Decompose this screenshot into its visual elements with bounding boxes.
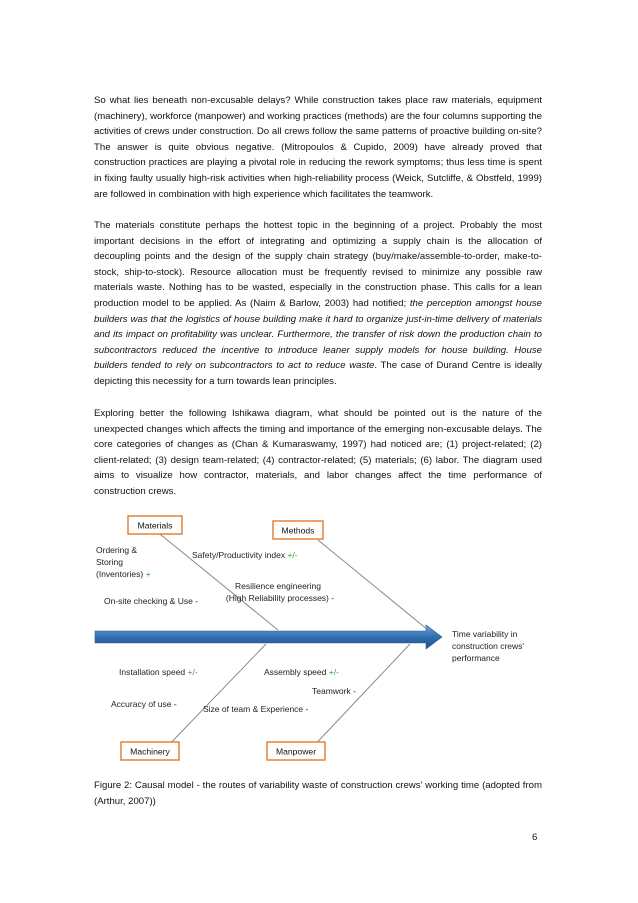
machinery-label: Machinery	[130, 746, 170, 757]
cause-resilience-line1: Resilience engineering	[234, 581, 322, 591]
bone-methods	[318, 540, 428, 630]
cause-ordering-line2: Storing	[96, 557, 123, 567]
cause-teamwork: Teamwork -	[312, 686, 356, 696]
cause-ordering-line1: Ordering &	[96, 545, 138, 555]
bone-materials	[150, 526, 278, 630]
paragraph-3: Exploring better the following Ishikawa diagram, what should be pointed out is the nature of the unexpected changes which affects the timing and importance of the emerging non-excusable delays. The core categories of changes as (Chan & Kumaraswamy, 1997) had noticed are; (1) project-related; (2) client-related; (3) design team-related; (4) contractor-related; (5) materials; (6) labor. The diagram used aims to visualize how contractor, materials, and labor changes affect the time performance of construction crews.	[94, 408, 542, 497]
manpower-label: Manpower	[275, 746, 317, 757]
cause-resilience-line2: (High Reliability processes) -	[225, 593, 335, 603]
cause-accuracy: Accuracy of use -	[111, 699, 177, 709]
cause-teamsize: Size of team & Experience -	[203, 704, 309, 714]
materials-label: Materials	[137, 520, 173, 531]
cause-installation: Installation speed +/-	[119, 667, 198, 677]
paragraph-2	[94, 218, 542, 390]
page-number: 6	[532, 832, 538, 843]
bone-manpower	[308, 644, 410, 752]
cause-onsite: On-site checking & Use -	[104, 596, 199, 606]
effect-line1: Time variability in	[452, 629, 518, 639]
ishikawa-diagram	[90, 512, 550, 774]
paragraph-2-quote: the perception amongst house builders was that the logistics of house building make it hard to organize just-in-time delivery of materials and its impact on profitability was unclear. Furthermore, the transfer of risk down the production chain to subcontractors reduced the incentive to introduce leaner supply models for house building. House builders tended to rely on subcontractors to act to reduce waste	[94, 297, 542, 372]
cause-ordering-line3: (Inventories) +	[96, 569, 151, 579]
effect-line2: construction crews'	[452, 641, 525, 651]
bone-machinery	[162, 644, 266, 752]
cause-safety: Safety/Productivity index +/-	[192, 550, 298, 560]
paragraph-2-text-a: The materials constitute perhaps the hottest topic in the beginning of a project. Probably the most important decisions in the effort of integrating and optimizing a supply chain is the allocation of decoupling points and the design of the supply chain strategy (buy/make/assemble-to-order, make-to-stock, ship-to-stock). Resource allocation must be frequently revised to minimize any possible raw materials waste. Nothing has to be wasted, especially in the construction phase. This calls for a lean production model to be applied. As (Naim & Barlow, 2003) had notified;	[94, 220, 542, 309]
effect-line3: performance	[452, 653, 500, 663]
paragraph-2-text-b: . The case of Durand Centre is ideally depicting this necessity for a turn towards lean principles.	[94, 360, 542, 387]
cause-assembly: Assembly speed +/-	[264, 667, 339, 677]
methods-label: Methods	[281, 525, 315, 536]
spine-arrow	[95, 625, 442, 649]
figure-caption: Figure 2: Causal model - the routes of variability waste of construction crews’ working time (adopted from (Arthur, 2007))	[94, 780, 542, 807]
paragraph-1: So what lies beneath non-excusable delays? While construction takes place raw materials, equipment (machinery), workforce (manpower) and working practices (methods) are the four columns supporting the activities of crews under construction. Do all crews follow the same patterns of proactive building on-site? The answer is quite obvious negative. (Mitropoulos & Cupido, 2009) have already proved that construction practices are playing a pivotal role in reducing the rework symptoms; thus less time is spent in fixing faulty usually high-risk activities when high-reliability process (Weick, Sutcliffe, & Obstfeld, 1999) are followed in combination with high experience which facilitates the teamwork.	[94, 95, 542, 200]
